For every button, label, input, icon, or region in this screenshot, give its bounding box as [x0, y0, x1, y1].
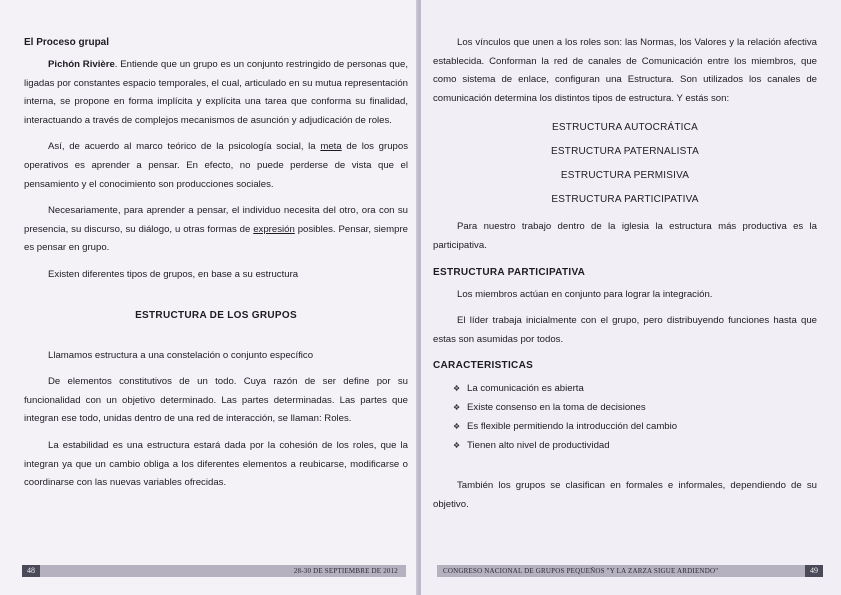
paragraph-llamamos: Llamamos estructura a una constelación o conjunto específico [48, 349, 314, 361]
left-page [0, 0, 418, 595]
paragraph-estabilidad: La estabilidad es una estructura estará dada por la cohesión de los roles, que la integran ya que un cambio obliga a los diferentes elementos a reubicarse, modificarse o coordinarse con las nuevas variables ofrecidas. [24, 439, 408, 489]
diamond-bullet-icon: ❖ [453, 422, 461, 432]
page-number-left: 48 [22, 565, 40, 577]
structure-type-item: ESTRUCTURA PERMISIVA [560, 170, 690, 182]
page-number-right: 49 [805, 565, 823, 577]
paragraph-pichon [24, 56, 408, 130]
underlined-word-meta: meta [320, 141, 342, 153]
section-title-caracteristicas: CARACTERISTICAS [433, 360, 534, 372]
diamond-bullet-icon: ❖ [453, 403, 461, 413]
paragraph-clasificacion: También los grupos se clasifican en formales e informales, dependiendo de su objetivo. [433, 480, 817, 510]
structure-type-item: ESTRUCTURA PARTICIPATIVA [551, 194, 699, 206]
paragraph-iglesia: Para nuestro trabajo dentro de la iglesia la estructura más productiva es la participativa. [433, 221, 817, 251]
paragraph-aprender [24, 202, 408, 258]
left-page-content [24, 34, 408, 501]
paragraph-meta-start: Así, de acuerdo al marco teórico de la psicología social, la [48, 141, 321, 153]
author-name: Pichón Rivière [48, 59, 115, 70]
paragraph-elementos: De elementos constitutivos de un todo. Cuya razón de ser define por su funcionalidad con un objetivo determinado. Las partes determinadas. Las partes que integran ese todo, unidas dentro de una red de interacción, se llaman: Roles. [24, 376, 408, 425]
section-title-estructura-grupos: ESTRUCTURA DE LOS GRUPOS [135, 309, 297, 321]
left-footer-bar [22, 565, 406, 577]
paragraph-aprender-end: posibles. Pensar, siempre es pensar en grupo. [24, 223, 409, 254]
characteristic-text: Tienen alto nivel de productividad [467, 440, 610, 452]
structure-types-list [433, 116, 817, 212]
characteristic-text: La comunicación es abierta [467, 383, 584, 395]
characteristic-item [453, 379, 817, 398]
paragraph-tipos: Existen diferentes tipos de grupos, en base a su estructura [48, 268, 299, 280]
right-page [421, 0, 841, 595]
characteristic-item [453, 436, 817, 455]
diamond-bullet-icon: ❖ [453, 384, 461, 394]
paragraph-miembros: Los miembros actúan en conjunto para lograr la integración. [457, 288, 713, 300]
section-title-proceso-grupal: El Proceso grupal [24, 37, 110, 48]
structure-type-item: ESTRUCTURA AUTOCRÁTICA [552, 122, 698, 134]
paragraph-meta-end: de los grupos operativos es aprender a pensar. En efecto, no puede perderse de vista que el pensamiento y el conocimiento son producciones sociales. [24, 141, 408, 190]
underlined-word-expresion: expresión [253, 223, 295, 235]
paragraph-vinculos: Los vínculos que unen a los roles son: las Normas, los Valores y la relación afectiva establecida. Conforman la red de canales de Comunicación entre los miembros, que como sistema de enlace, configuran una Estructura. Son utilizados los canales de comunicación determina los distintos tipos de estructura. Y estás son: [433, 37, 817, 104]
section-title-estructura-participativa: ESTRUCTURA PARTICIPATIVA [433, 266, 586, 278]
characteristics-list [433, 379, 817, 455]
paragraph-lider: El líder trabaja inicialmente con el grupo, pero distribuyendo funciones hasta que estas son asumidas por todos. [433, 315, 817, 345]
paragraph-pichon-text: . Entiende que un grupo es un conjunto restringido de personas que, ligadas por constantes espacio temporales, el cual, articulado en su mutua representación interna, se propone en forma implícita y explícita una tarea que conforma su finalidad, interactuando a través de complejos mecanismos de asunción y adjudicación de roles. [24, 59, 408, 126]
right-page-content [433, 34, 817, 523]
characteristic-text: Existe consenso en la toma de decisiones [467, 402, 646, 414]
diamond-bullet-icon: ❖ [453, 441, 461, 451]
structure-type-item: ESTRUCTURA PATERNALISTA [551, 146, 699, 158]
paragraph-aprender-start: Necesariamente, para aprender a pensar, el individuo necesita del otro, ora con su presencia, su discurso, su diálogo, u otras formas de [24, 205, 408, 235]
paragraph-meta [24, 138, 408, 194]
characteristic-text: Es flexible permitiendo la introducción del cambio [467, 421, 678, 433]
vertical-spacer [433, 463, 817, 477]
left-footer-date: 28-30 DE SEPTIEMBRE DE 2012 [293, 567, 398, 575]
right-footer-congress: CONGRESO NACIONAL DE GRUPOS PEQUEÑOS "Y LA ZARZA SIGUE ARDIENDO" [443, 567, 719, 575]
characteristic-item [453, 417, 817, 436]
right-footer-bar [437, 565, 823, 577]
characteristic-item [453, 398, 817, 417]
